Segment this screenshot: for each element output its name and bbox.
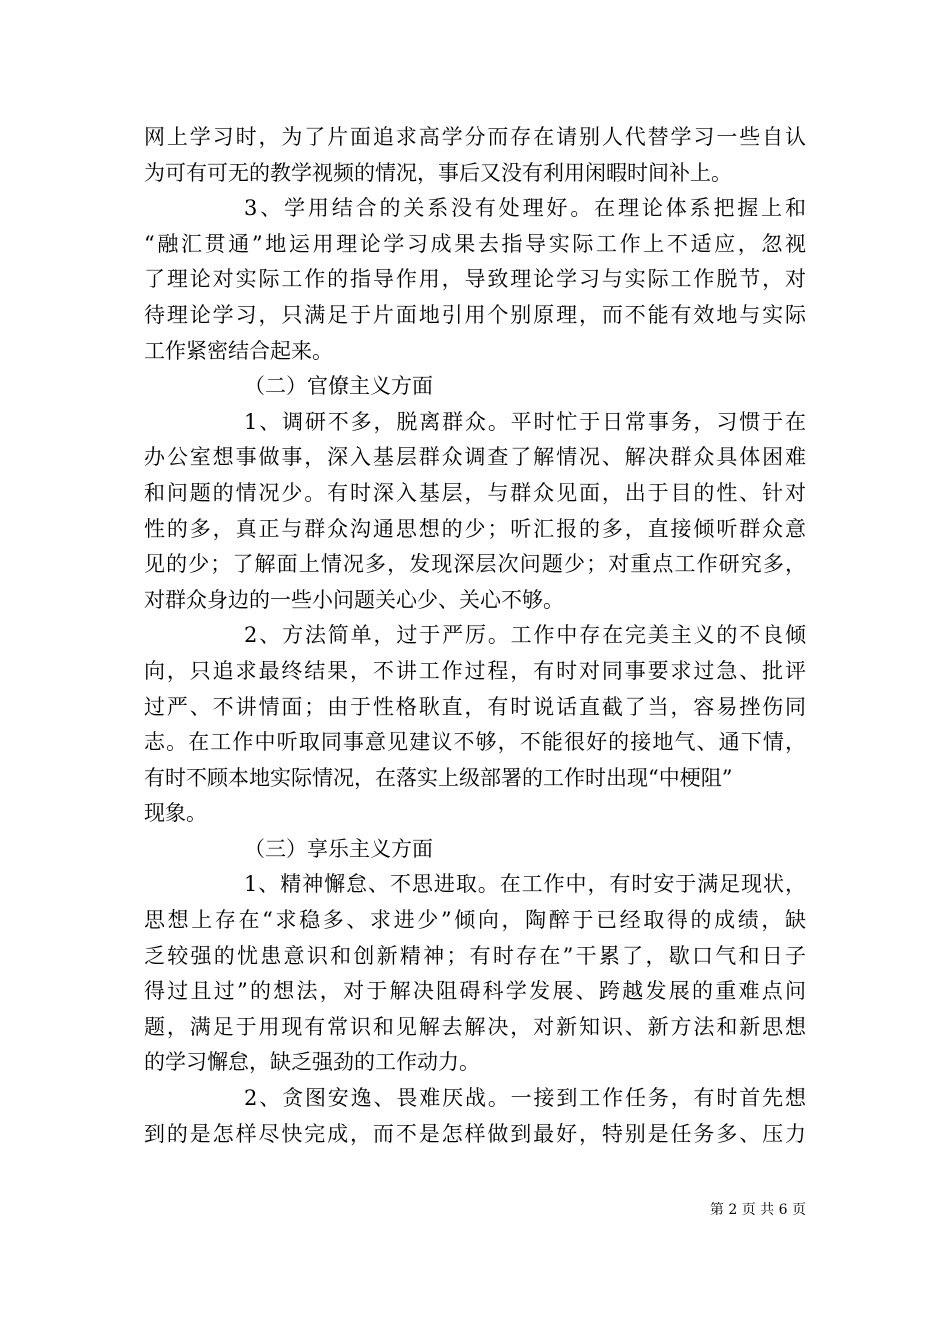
text-line: 志。在工作中听取同事意见建议不够，不能很好的接地气、通下情， [144, 730, 806, 755]
text-line: 有时不顾本地实际情况，在落实上级部署的工作时出现“中梗阻” [144, 765, 733, 790]
text-line: 的学习懈怠，缺乏强劲的工作动力。 [144, 1050, 480, 1075]
text-line: 待理论学习，只满足于片面地引用个别原理，而不能有效地与实际 [144, 302, 806, 327]
paragraph-start: 3、学用结合的关系没有处理好。在理论体系把握上和 [244, 196, 806, 221]
document-body [144, 120, 806, 1152]
text-line: 工作紧密结合起来。 [144, 338, 333, 363]
paragraph-start: 2、贪图安逸、畏难厌战。一接到工作任务，有时首先想 [244, 1086, 806, 1111]
text-line: “融汇贯通”地运用理论学习成果去指导实际工作上不适应，忽视 [144, 231, 806, 256]
section-heading: （二）官僚主义方面 [244, 374, 433, 399]
text-line: 性的多，真正与群众沟通思想的少；听汇报的多，直接倾听群众意 [144, 516, 806, 541]
text-line: 向，只追求最终结果，不讲工作过程，有时对同事要求过急、批评 [144, 658, 806, 683]
paragraph-start: 2、方法简单，过于严厉。工作中存在完美主义的不良倾 [244, 623, 806, 648]
text-line: 和问题的情况少。有时深入基层，与群众见面，出于目的性、针对 [144, 480, 806, 505]
text-line: 得过且过”的想法，对于解决阻碍科学发展、跨越发展的重难点问 [144, 979, 806, 1004]
text-line: 网上学习时，为了片面追求高学分而存在请别人代替学习一些自认 [144, 125, 806, 149]
text-line: 乏较强的忧患意识和创新精神；有时存在”干累了，歇口气和日子 [144, 943, 806, 968]
text-line: 办公室想事做事，深入基层群众调查了解情况、解决群众具体困难 [144, 445, 806, 470]
paragraph-start: 1、精神懈怠、不思进取。在工作中，有时安于满足现状， [244, 872, 806, 897]
paragraph-start: 1、调研不多，脱离群众。平时忙于日常事务，习惯于在 [244, 409, 806, 434]
text-line: 对群众身边的一些小问题关心少、关心不够。 [144, 587, 564, 612]
text-line: 题，满足于用现有常识和见解去解决，对新知识、新方法和新思想 [144, 1014, 806, 1039]
text-line: 见的少；了解面上情况多，发现深层次问题少；对重点工作研究多， [144, 552, 806, 577]
text-line: 到的是怎样尽快完成，而不是怎样做到最好，特别是任务多、压力 [144, 1121, 806, 1146]
text-line: 了理论对实际工作的指导作用，导致理论学习与实际工作脱节，对 [144, 267, 806, 292]
section-heading: （三）享乐主义方面 [244, 836, 433, 861]
page-number: 第 2 页 共 6 页 [709, 1202, 806, 1218]
text-line: 为可有可无的教学视频的情况，事后又没有利用闲暇时间补上。 [144, 160, 732, 185]
text-line: 过严、不讲情面；由于性格耿直，有时说话直截了当，容易挫伤同 [144, 694, 806, 719]
text-line: 思想上存在“求稳多、求进少”倾向，陶醉于已经取得的成绩，缺 [144, 908, 806, 933]
text-line: 现象。 [144, 801, 207, 826]
